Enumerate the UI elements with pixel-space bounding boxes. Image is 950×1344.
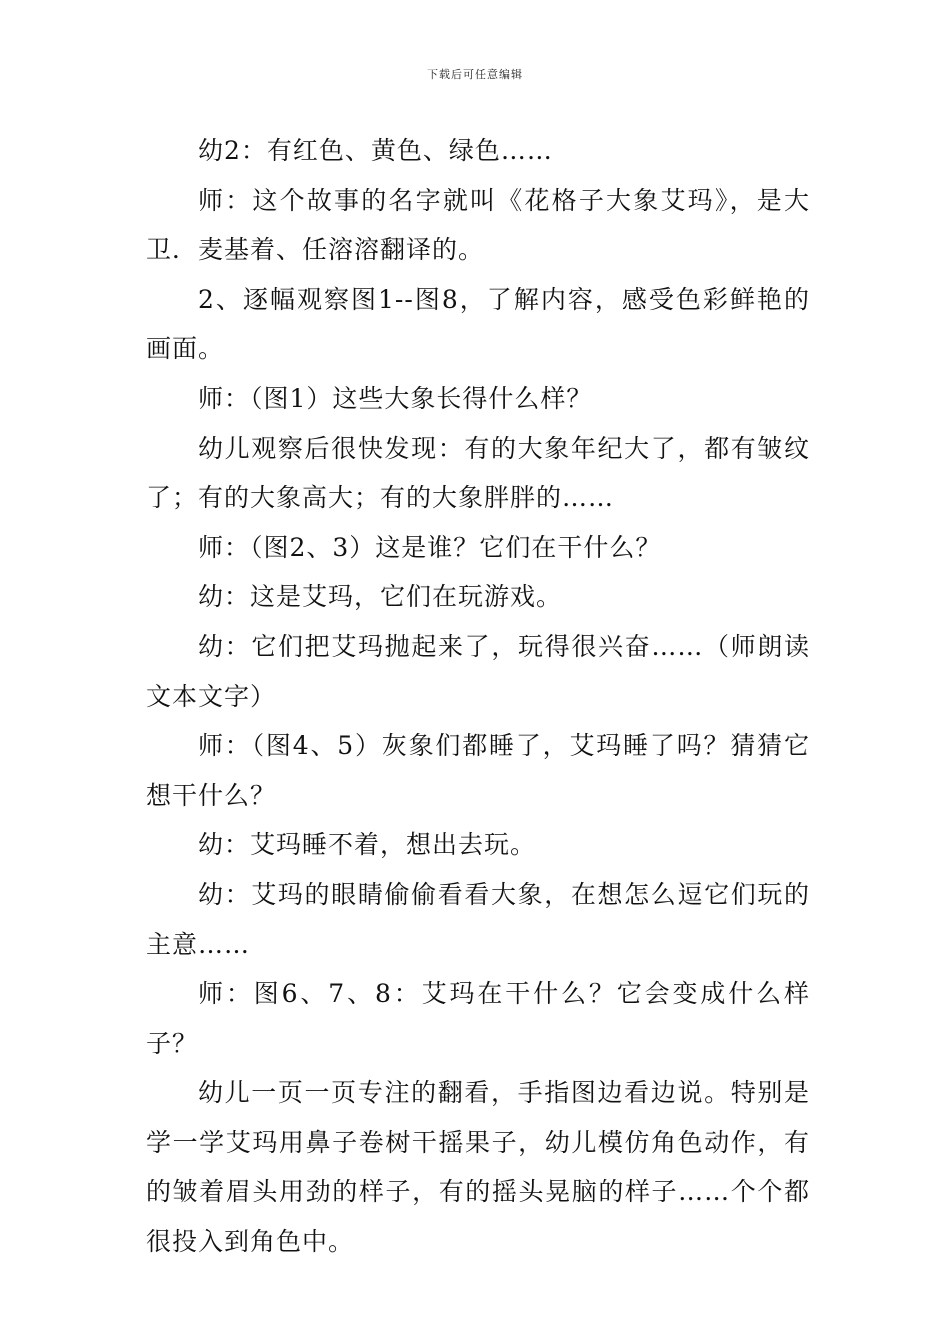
paragraph: 幼：艾玛的眼睛偷偷看看大象，在想怎么逗它们玩的主意…… [146,879,810,959]
paragraph: 师：图6、7、8：艾玛在干什么？它会变成什么样子？ [146,979,810,1058]
paragraph: 师：这个故事的名字就叫《花格子大象艾玛》，是大卫．麦基着、任溶溶翻译的。 [146,185,810,265]
paragraph: 师：（图1）这些大象长得什么样？ [198,383,593,413]
paragraph: 2、逐幅观察图1--图8，了解内容，感受色彩鲜艳的画面。 [146,284,810,364]
paragraph: 幼儿观察后很快发现：有的大象年纪大了，都有皱纹了；有的大象高大；有的大象胖胖的…… [146,433,810,513]
paragraph: 幼儿一页一页专注的翻看，手指图边看边说。特别是学一学艾玛用鼻子卷树干摇果子，幼儿模仿角色动作，有的皱着眉头用劲的样子，有的摇头晃脑的样子……个个都很投入到角色中。 [146,1078,810,1257]
paragraph: 幼2：有红色、黄色、绿色…… [198,136,553,165]
paragraph: 师：（图2、3）这是谁？它们在干什么？ [198,532,662,562]
paragraph: 师：（图4、5）灰象们都睡了，艾玛睡了吗？猜猜它想干什么？ [146,731,810,810]
header-note: 下载后可任意编辑 [427,68,523,81]
paragraph: 幼：艾玛睡不着，想出去玩。 [198,830,537,860]
paragraph: 幼：这是艾玛，它们在玩游戏。 [198,582,563,612]
paragraph: 幼：它们把艾玛抛起来了，玩得很兴奋……（师朗读文本文字） [146,631,810,711]
document-body [146,126,810,1267]
